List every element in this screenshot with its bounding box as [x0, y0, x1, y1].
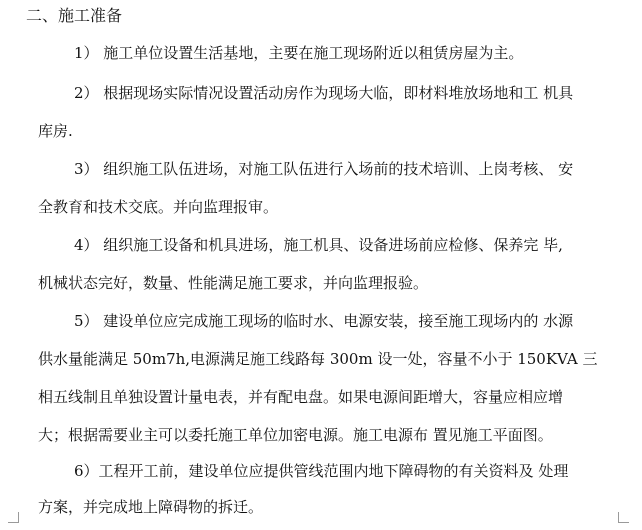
section-heading: 二、施工准备	[26, 6, 123, 25]
page-corner-mark-right	[618, 512, 629, 523]
paragraph-2-line-2: 库房.	[38, 122, 73, 140]
paragraph-6-line-2: 方案，并完成地上障碍物的拆迁。	[38, 498, 264, 516]
page-corner-mark-left	[8, 512, 19, 523]
paragraph-6-line-1: 6）工程开工前，建设单位应提供管线范围内地下障碍物的有关资料及 处理	[74, 462, 569, 480]
paragraph-3-line-1: 3） 组织施工队伍进场，对施工队伍进行入场前的技术培训、上岗考核、 安	[74, 160, 574, 178]
paragraph-5-line-3: 相五线制且单独设置计量电表，并有配电盘。如果电源间距增大，容量应相应增	[38, 388, 564, 406]
paragraph-3-line-2: 全教育和技术交底。并向监理报审。	[38, 198, 279, 216]
paragraph-4-line-1: 4） 组织施工设备和机具进场，施工机具、设备进场前应检修、保养完 毕,	[74, 236, 563, 254]
paragraph-5-line-2: 供水量能满足 50m7h,电源满足施工线路每 300m 设一处，容量不小于 150KVA 三	[38, 350, 598, 368]
paragraph-4-line-2: 机械状态完好，数量、性能满足施工要求，并向监理报验。	[38, 274, 429, 292]
paragraph-1-line-1: 1） 施工单位设置生活基地，主要在施工现场附近以租赁房屋为主。	[74, 44, 524, 62]
paragraph-2-line-1: 2） 根据现场实际情况设置活动房作为现场大临，即材料堆放场地和工 机具	[74, 84, 574, 102]
paragraph-5-line-4: 大；根据需要业主可以委托施工单位加密电源。施工电源布 置见施工平面图。	[38, 426, 553, 444]
paragraph-5-line-1: 5） 建设单位应完成施工现场的临时水、电源安装，接至施工现场内的 水源	[74, 312, 574, 330]
